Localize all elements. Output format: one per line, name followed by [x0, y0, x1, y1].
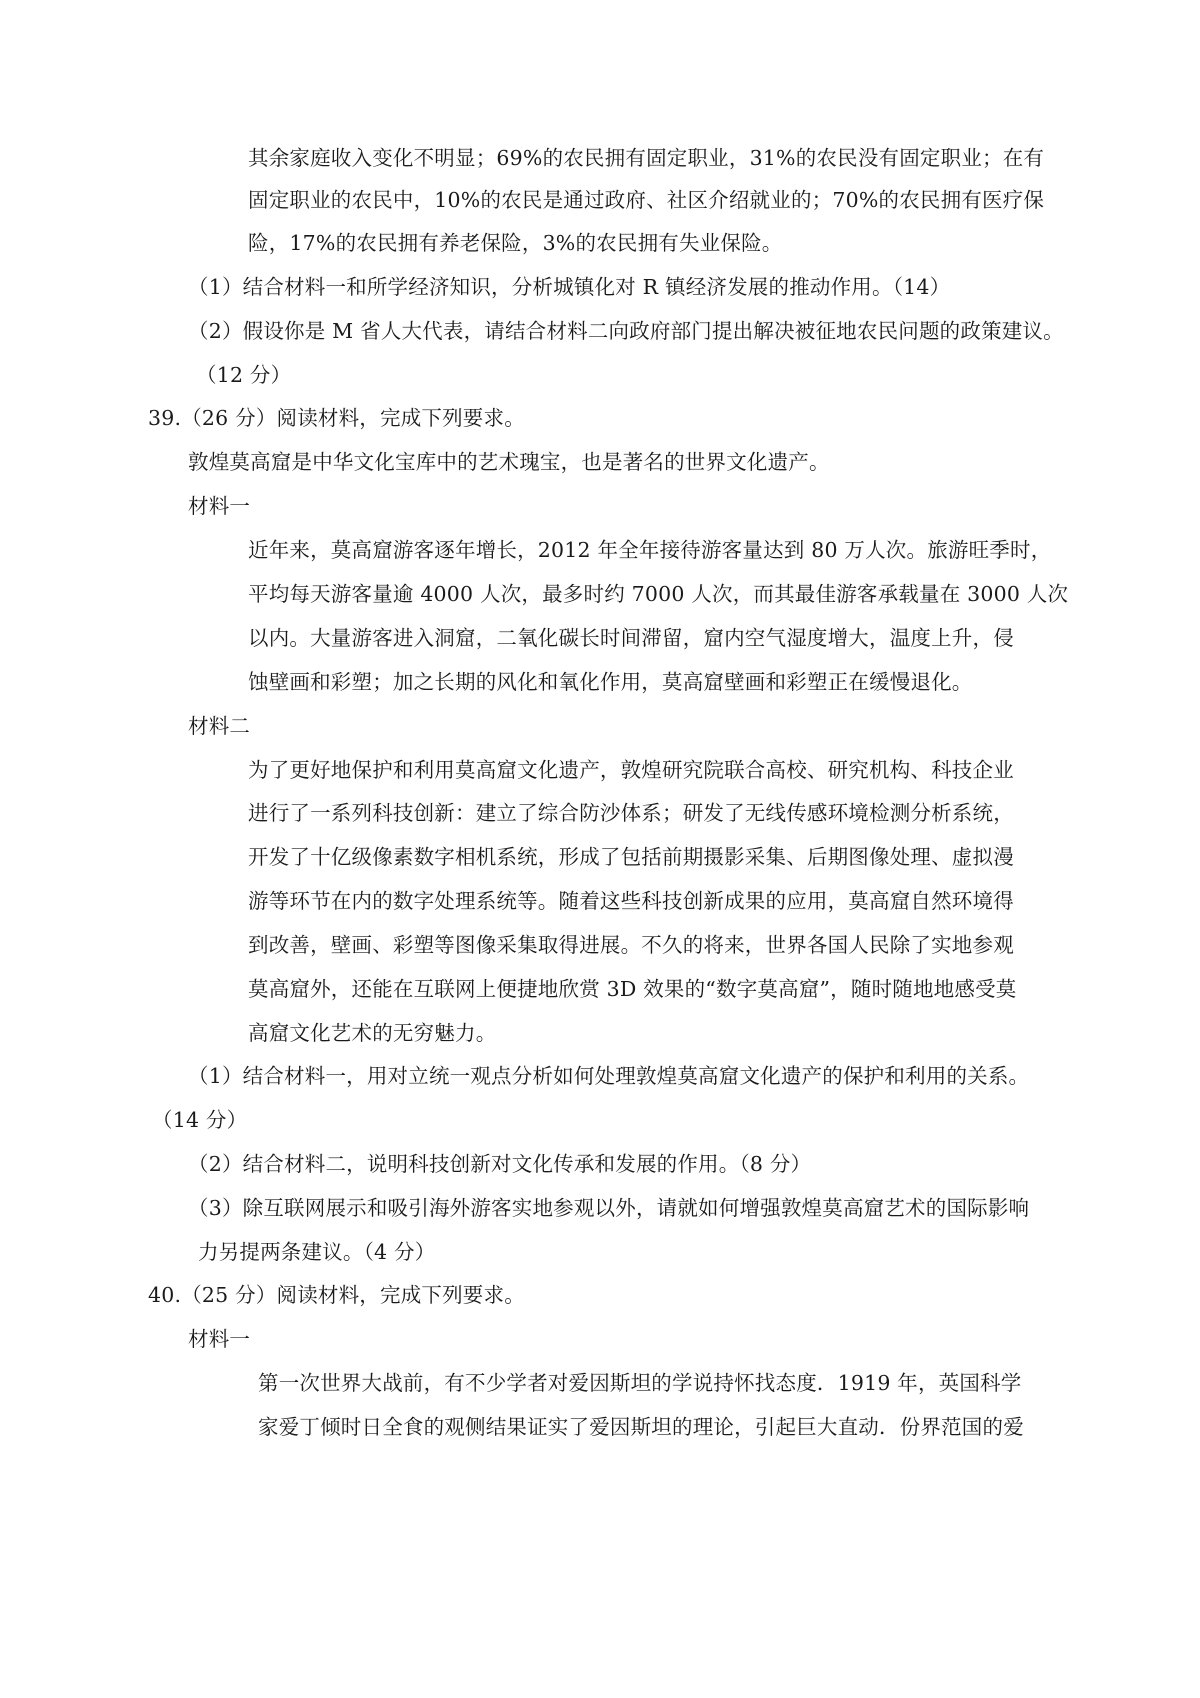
q40-material1-line-1: 第一次世界大战前，有不少学者对爱因斯坦的学说持怀找态度．1919 年，英国科学 [258, 1371, 1022, 1395]
q39-sub-question-2: （2）结合材料二，说明科技创新对文化传承和发展的作用。（8 分） [188, 1152, 812, 1176]
q39-material2-line-7: 高窟文化艺术的无穷魅力。 [248, 1021, 497, 1045]
q39-material1-line-4: 蚀壁画和彩塑；加之长期的风化和氧化作用，莫高窟壁画和彩塑正在缓慢退化。 [248, 670, 973, 694]
q40-material1-line-2: 家爱丁倾时日全食的观侧结果证实了爱因斯坦的理论，引起巨大直动．份界范国的爱 [258, 1415, 1024, 1439]
q39-material2-line-2: 进行了一系列科技创新：建立了综合防沙体系；研发了无线传感环境检测分析系统， [248, 801, 1014, 825]
q39-material2-line-4: 游等环节在内的数字处理系统等。随着这些科技创新成果的应用，莫高窟自然环境得 [248, 889, 1014, 913]
q38-sub-question-2-score: （12 分） [196, 363, 292, 387]
q39-material2-line-3: 开发了十亿级像素数字相机系统，形成了包括前期摄影采集、后期图像处理、虚拟漫 [248, 845, 1014, 869]
q38-material2-line-3: 险，17%的农民拥有养老保险，3%的农民拥有失业保险。 [248, 231, 783, 255]
q39-material2-line-6: 莫高窟外，还能在互联网上便捷地欣赏 3D 效果的“数字莫高窟”，随时随地地感受莫 [248, 977, 1017, 1001]
q38-sub-question-1: （1）结合材料一和所学经济知识，分析城镇化对 R 镇经济发展的推动作用。（14） [188, 275, 951, 299]
q38-material2-line-1: 其余家庭收入变化不明显；69%的农民拥有固定职业，31%的农民没有固定职业；在有 [248, 146, 1045, 170]
q38-sub-question-2: （2）假设你是 M 省人大代表，请结合材料二向政府部门提出解决被征地农民问题的政策建议。 [188, 319, 1064, 343]
q39-header: 39.（26 分）阅读材料，完成下列要求。 [148, 406, 525, 430]
q39-intro: 敦煌莫高窟是中华文化宝库中的艺术瑰宝，也是著名的世界文化遗产。 [188, 450, 830, 474]
q39-sub-question-3-line-1: （3）除互联网展示和吸引海外游客实地参观以外，请就如何增强敦煌莫高窟艺术的国际影响 [188, 1196, 1030, 1220]
q39-material2-label: 材料二 [188, 714, 251, 738]
q39-material1-line-2: 平均每天游客量逾 4000 人次，最多时约 7000 人次，而其最佳游客承载量在 3000 人次 [248, 582, 1069, 606]
q39-material1-line-1: 近年来，莫高窟游客逐年增长，2012 年全年接待游客量达到 80 万人次。旅游旺季时， [248, 538, 1052, 562]
q39-material1-line-3: 以内。大量游客进入洞窟，二氧化碳长时间滞留，窟内空气湿度增大，温度上升，侵 [248, 626, 1014, 650]
q39-material1-label: 材料一 [188, 494, 251, 518]
q39-material2-line-5: 到改善，壁画、彩塑等图像采集取得进展。不久的将来，世界各国人民除了实地参观 [248, 933, 1014, 957]
q40-header: 40.（25 分）阅读材料，完成下列要求。 [148, 1283, 525, 1307]
q39-material2-line-1: 为了更好地保护和利用莫高窟文化遗产，敦煌研究院联合高校、研究机构、科技企业 [248, 758, 1014, 782]
q38-material2-line-2: 固定职业的农民中，10%的农民是通过政府、社区介绍就业的；70%的农民拥有医疗保 [248, 188, 1045, 212]
q39-sub-question-3-line-2: 力另提两条建议。（4 分） [198, 1240, 436, 1264]
q39-sub-question-1: （1）结合材料一，用对立统一观点分析如何处理敦煌莫高窟文化遗产的保护和利用的关系。 [188, 1064, 1030, 1088]
q39-sub-question-1-score: （14 分） [152, 1108, 248, 1132]
q40-material1-label: 材料一 [188, 1327, 251, 1351]
